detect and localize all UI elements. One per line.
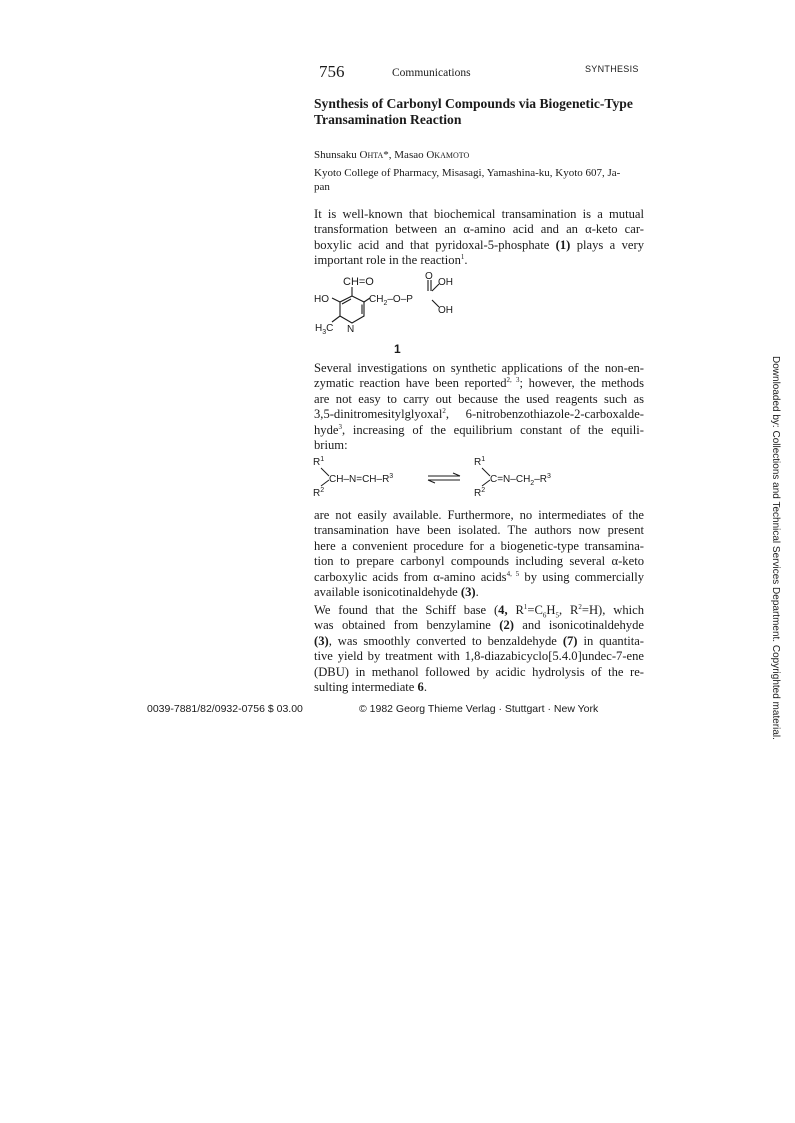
text-run: boxylic acid and that pyridoxal-5-phosphate [314,237,556,252]
affiliation [314,166,644,194]
superscript: 2 [481,487,486,494]
superscript: 1 [523,602,528,611]
author-1-mark: *, [383,149,395,161]
chain-text: CH–N=CH–R [329,474,390,485]
compound-ref: 4, [498,603,508,617]
text-line: are not easily available. Furthermore, no intermediates of the [314,508,644,522]
text-line: Several investigations on synthetic applications of the non-en- [314,361,644,375]
compound-ref: (1) [555,237,571,252]
compound-ref: (7) [562,633,578,648]
reference-mark: 2, 3 [506,376,520,385]
hydroxyl-top-label: OH [438,277,453,288]
superscript: 3 [547,473,551,480]
author-line [314,149,469,161]
text-line: here a convenient procedure for a biogenetic-type transamina- [314,538,644,553]
reference-mark: 1 [460,252,465,261]
subscript: 3 [322,329,327,336]
superscript: 1 [320,456,325,463]
text-line [314,570,644,585]
text-line: are not easy to carry out because the used reagents such as [314,391,644,406]
methylene-label [369,294,413,307]
text-run: We found that the Schiff base ( [314,603,499,617]
author-2-given: Masao [394,149,427,161]
compound-ref: (3) [460,584,476,599]
text-line: tive yield by treatment with 1,8-diazabicyclo[5.4.0]undec-7-ene [314,649,644,664]
hydroxy-bond [332,298,340,302]
text-line [314,423,644,438]
r-text: R [474,488,482,499]
text-line [314,376,644,391]
author-1-family: Ohta [359,149,384,161]
text-run: zymatic reaction have been reported [314,376,507,391]
text-line: transamination have been isolated. The authors now present [314,523,644,538]
left-r2 [313,487,324,499]
methyl-c: C [326,323,334,334]
oxo-label: O [425,271,433,282]
pyridine-ring [340,296,364,323]
subscript: 6 [542,611,547,620]
affiliation-line: Kyoto College of Pharmacy, Misasagi, Yamashina-ku, Kyoto 607, Ja- [314,167,621,179]
superscript: 2 [578,602,582,611]
page-number: 756 [319,62,345,81]
r2-bond-right [482,480,490,486]
ring-nitrogen-label: N [347,324,355,335]
text-line [314,618,644,633]
text-line [314,238,644,253]
text-run: , was smoothly converted to benzaldehyde [328,633,563,648]
text-line [314,680,644,695]
superscript: 3 [389,473,394,480]
r1-bond-right [482,468,490,476]
left-r1 [313,456,324,468]
methyl-h: H [315,323,323,334]
text-line [314,407,644,422]
superscript: 1 [481,456,486,463]
text-run: H [546,603,556,617]
text-run: R [507,603,524,617]
r1-bond-left [321,468,329,476]
r-text: R [313,488,321,499]
text-run: =C [527,603,543,617]
bridge-text: –O–P [387,294,413,305]
pyridoxal-phosphate-structure [312,270,482,342]
compound-ref: (3) [314,633,329,648]
methylene-text: CH [369,294,384,305]
hydroxy-label: HO [314,294,329,305]
journal-name: SYNTHESIS [585,64,639,74]
text-run: and isonicotinaldehyde [513,618,644,633]
chain-text: –R [534,474,547,485]
right-r2 [474,487,485,499]
text-run: in quantita- [577,633,644,648]
text-line: transformation between an α-amino acid and an α-keto car- [314,222,644,237]
text-run: was obtained from benzylamine [314,618,500,633]
paragraph-intro [314,207,644,269]
paragraph-investigations [314,361,644,453]
text-line [314,585,644,600]
text-line [314,253,644,268]
subscript: 2 [383,300,388,307]
compound-ref: (2) [499,618,514,633]
text-run: . [475,584,479,599]
text-run: 3,5-dinitromesitylglyoxal [314,407,443,422]
compound-number: 1 [394,342,401,356]
journal-section: Communications [392,67,471,79]
text-line [314,634,644,649]
reference-mark: 3 [338,422,342,431]
right-chain [490,473,551,487]
methyl-bond [332,316,340,322]
text-run: carboxylic acids from α-amino acids [314,569,507,584]
author-1-given: Shunsaku [314,149,360,161]
text-run: plays a very [570,237,645,252]
article-title: Synthesis of Carbonyl Compounds via Biogenetic-Type Transamination Reaction [314,96,633,127]
text-run: sulting intermediate [314,679,418,694]
text-line [314,603,644,618]
text-run: , 6-nitrobenzothiazole-2-carboxalde- [445,407,644,422]
affiliation-line: pan [314,181,330,193]
text-run: ; however, the methods [519,376,644,391]
paragraph-schiff-base [314,603,644,695]
text-line: (DBU) in methanol followed by acidic hydrolysis of the re- [314,664,644,679]
download-notice: Downloaded by: Collections and Technical Services Department. Copyrighted material. [770,356,781,740]
subscript: 5 [555,611,559,620]
r2-bond-left [321,480,329,486]
author-2-family: Okamoto [426,149,470,161]
equilibrium-scheme [312,452,612,502]
text-run: hyde [314,422,339,437]
right-r1 [474,456,485,468]
subscript: 2 [530,480,535,487]
text-run: =H), which [581,603,644,617]
reference-mark: 2 [442,406,446,415]
chain-text: C=N–CH [490,474,531,485]
r-text: R [313,457,321,468]
issn-price: 0039-7881/82/0932-0756 $ 03.00 [147,703,303,715]
text-run: available isonicotinaldehyde [314,584,461,599]
text-line: tion to prepare carbonyl compounds including several α-keto [314,554,644,569]
formyl-label: CH=O [343,276,374,288]
copyright-line: © 1982 Georg Thieme Verlag · Stuttgart · New York [359,703,599,715]
text-run: , R [558,603,579,617]
superscript: 2 [320,487,325,494]
text-run: important role in the reaction [314,253,461,268]
paragraph-procedure [314,508,644,600]
hydroxyl-bottom-label: OH [438,305,453,316]
reference-mark: 4, 5 [506,569,520,578]
r-text: R [474,457,482,468]
methyl-label [315,323,333,336]
text-line: brium: [314,437,348,452]
text-run: by using commercially [519,569,645,584]
compound-ref: 6 [417,679,424,694]
left-chain [329,473,393,485]
text-run: . [464,253,468,268]
text-run: , increasing of the equilibrium constant of the equili- [341,422,644,437]
text-run: . [423,679,427,694]
text-line: It is well-known that biochemical transamination is a mutual [314,207,644,221]
